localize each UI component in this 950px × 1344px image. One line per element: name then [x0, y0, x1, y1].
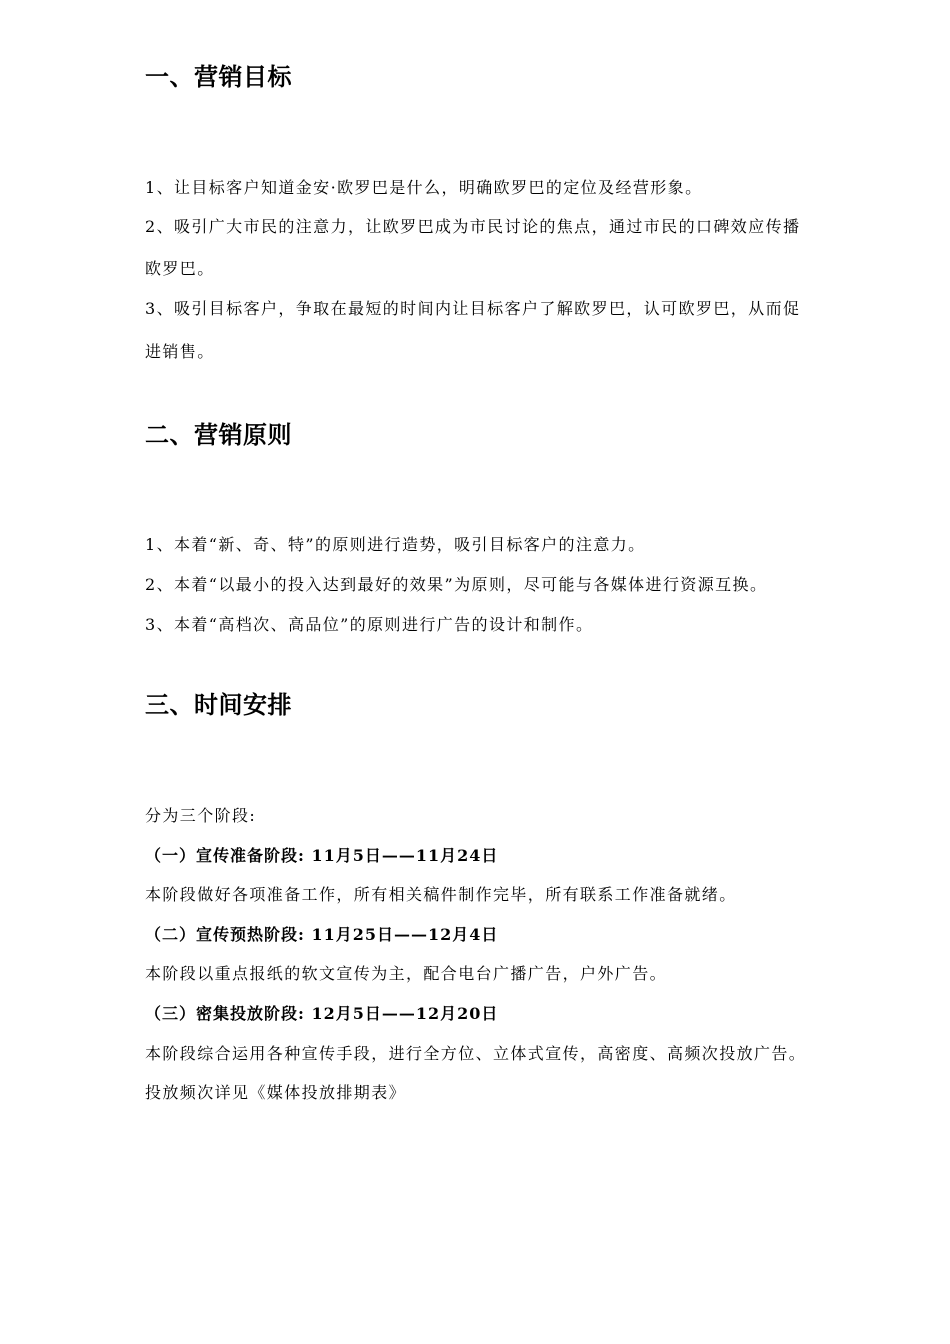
phase-1-description: 本阶段做好各项准备工作，所有相关稿件制作完毕，所有联系工作准备就绪。 — [145, 885, 737, 904]
schedule-intro: 分为三个阶段: — [145, 806, 257, 825]
goal-item-1: 1、让目标客户知道金安·欧罗巴是什么，明确欧罗巴的定位及经营形象。 — [145, 178, 703, 197]
phase-3-heading: （三）密集投放阶段: 12月5日——12月20日 — [145, 1004, 499, 1023]
phase-2-description: 本阶段以重点报纸的软文宣传为主，配合电台广播广告，户外广告。 — [145, 964, 668, 983]
phase-2-heading: （二）宣传预热阶段: 11月25日——12月4日 — [145, 925, 499, 944]
phase-1-heading: （一）宣传准备阶段: 11月5日——11月24日 — [145, 846, 499, 865]
goal-item-3-continued: 进销售。 — [145, 342, 215, 361]
goal-item-3: 3、吸引目标客户，争取在最短的时间内让目标客户了解欧罗巴，认可欧罗巴，从而促 — [145, 299, 801, 318]
goal-item-2-continued: 欧罗巴。 — [145, 259, 215, 278]
goal-item-2: 2、吸引广大市民的注意力，让欧罗巴成为市民讨论的焦点，通过市民的口碑效应传播 — [145, 217, 801, 236]
section-heading-marketing-goals: 一、营销目标 — [145, 63, 292, 91]
principle-item-1: 1、本着“新、奇、特”的原则进行造势，吸引目标客户的注意力。 — [145, 535, 646, 554]
section-heading-marketing-principles: 二、营销原则 — [145, 421, 292, 449]
section-heading-schedule: 三、时间安排 — [145, 691, 292, 719]
phase-3-description: 本阶段综合运用各种宣传手段，进行全方位、立体式宣传，高密度、高频次投放广告。 — [145, 1044, 807, 1063]
principle-item-2: 2、本着“以最小的投入达到最好的效果”为原则，尽可能与各媒体进行资源互换。 — [145, 575, 768, 594]
principle-item-3: 3、本着“高档次、高品位”的原则进行广告的设计和制作。 — [145, 615, 594, 634]
schedule-closing-note: 投放频次详见《媒体投放排期表》 — [145, 1083, 407, 1102]
